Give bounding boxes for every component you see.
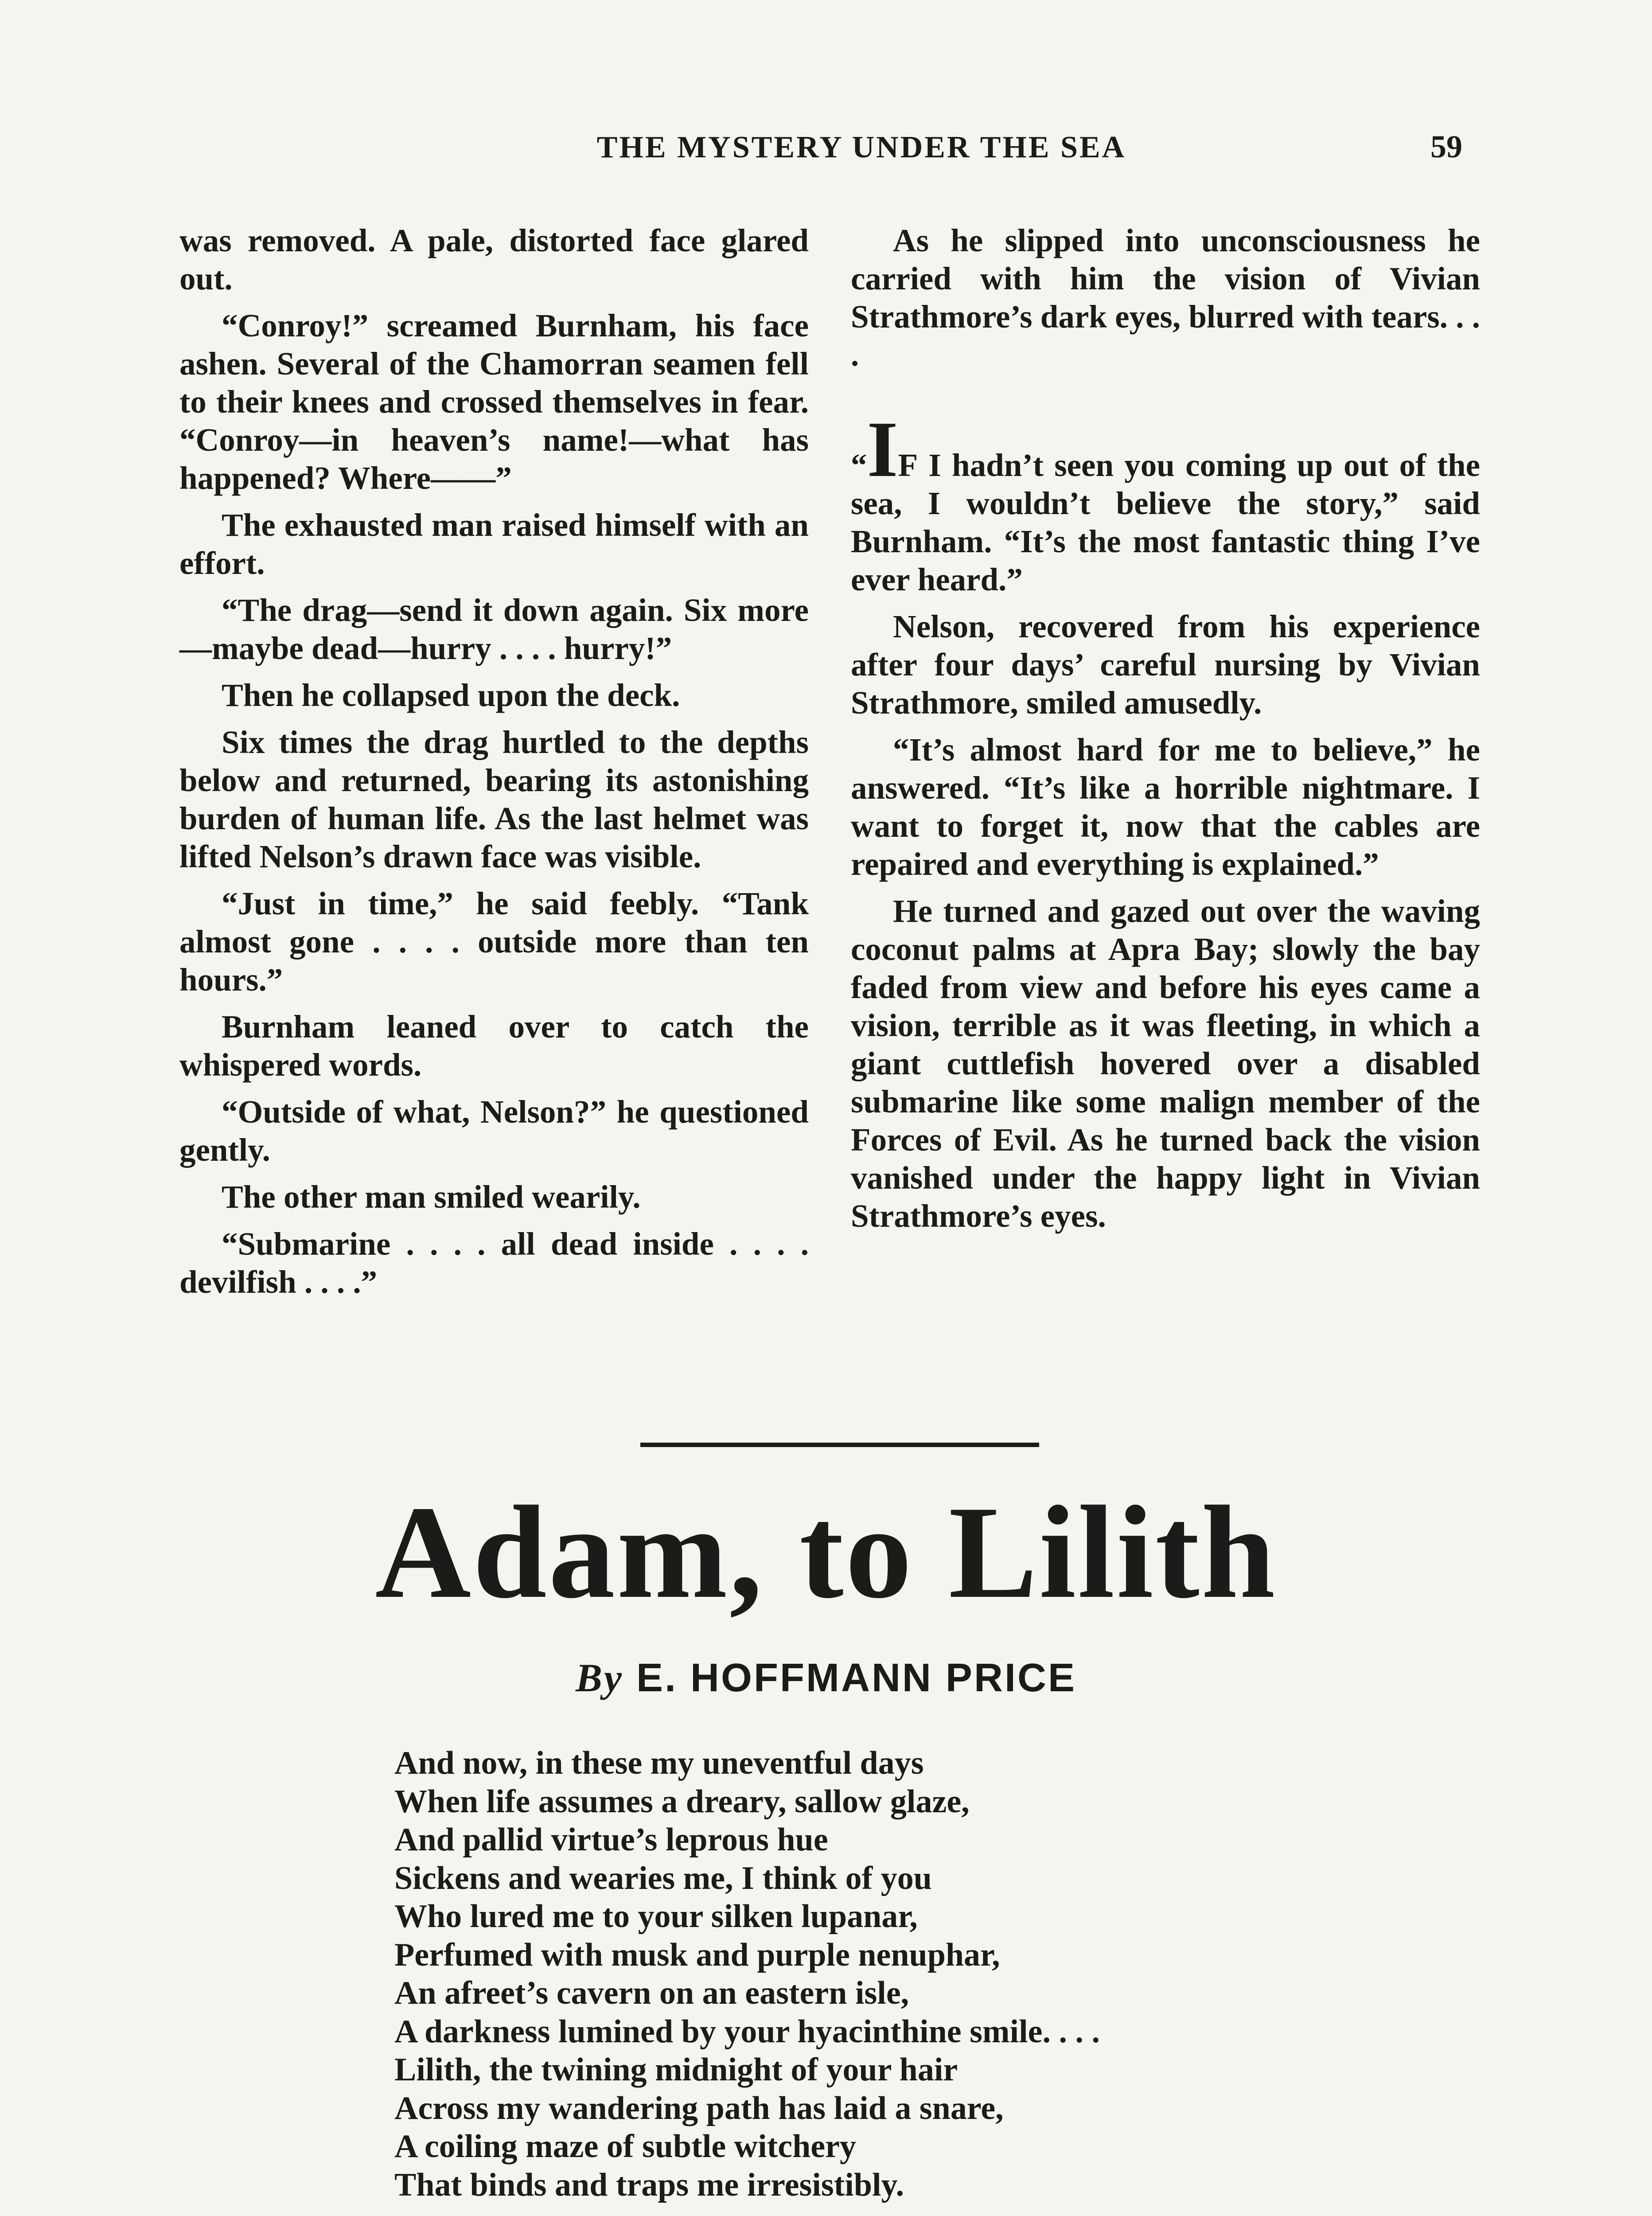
poem-line: Across my wandering path has laid a snare, bbox=[394, 2090, 1004, 2126]
paragraph-rest: I hadn’t seen you coming up out of the sea, I wouldn’t believe the story,” said Burnham. “It’s the most fantastic thing I’ve ever heard.” bbox=[851, 447, 1480, 597]
poem-line: And pallid virtue’s leprous hue bbox=[394, 1822, 828, 1858]
poem-title: Adam, to Lilith bbox=[375, 1479, 1277, 1626]
author-name: E. HOFFMANN PRICE bbox=[636, 1656, 1076, 1700]
right-column bbox=[851, 222, 1480, 1310]
byline bbox=[0, 1655, 1652, 1701]
paragraph: The exhausted man raised himself with an effort. bbox=[179, 507, 809, 581]
paragraph: Then he collapsed upon the deck. bbox=[222, 677, 680, 713]
poem-line: A coiling maze of subtle witchery bbox=[394, 2128, 856, 2165]
paragraph: Six times the drag hurtled to the depths below and returned, bearing its astonishing burden of human life. As the last helmet was lifted Nelson’s drawn face was visible. bbox=[179, 724, 809, 874]
paragraph: “Just in time,” he said feebly. “Tank almost gone . . . . outside more than ten hours.” bbox=[179, 886, 809, 998]
running-title: THE MYSTERY UNDER THE SEA bbox=[596, 130, 1126, 164]
poem-line: Lilith, the twining midnight of your hair bbox=[394, 2052, 958, 2088]
small-caps-text: F bbox=[898, 447, 918, 483]
byline-prefix: By bbox=[575, 1656, 623, 1700]
poem-line: A darkness lumined by your hyacinthine smile. . . . bbox=[394, 2013, 1100, 2050]
dropcap-paragraph bbox=[851, 405, 1480, 599]
poem-line: And now, in these my uneventful days bbox=[394, 1745, 924, 1781]
drop-cap-letter: I bbox=[867, 405, 898, 493]
section-divider bbox=[640, 1443, 1039, 1447]
poem-line: When life assumes a dreary, sallow glaze, bbox=[394, 1783, 970, 1820]
paragraph: was removed. A pale, distorted face glared out. bbox=[179, 222, 809, 297]
paragraph: As he slipped into unconsciousness he carried with him the vision of Vivian Strathmore’s dark eyes, blurred with tears. . . . bbox=[851, 222, 1480, 373]
paragraph: He turned and gazed out over the waving coconut palms at Apra Bay; slowly the bay faded from view and before his eyes came a vision, terrible as it was fleeting, in which a giant cuttlefish hovered over a disabled submarine like some malign member of the Forces of Evil. As he turned back the vision vanished under the happy light in Vivian Strathmore’s eyes. bbox=[851, 893, 1480, 1234]
paragraph: “Outside of what, Nelson?” he questioned gently. bbox=[179, 1094, 809, 1168]
paragraph: The other man smiled wearily. bbox=[222, 1179, 641, 1215]
paragraph: “It’s almost hard for me to believe,” he answered. “It’s like a horrible nightmare. I want to forget it, now that the cables are repaired and everything is explained.” bbox=[851, 732, 1480, 882]
paragraph: “The drag—send it down again. Six more—maybe dead—hurry . . . . hurry!” bbox=[179, 592, 809, 666]
story-columns bbox=[179, 222, 1480, 1310]
paragraph: Nelson, recovered from his experience after four days’ careful nursing by Vivian Strathmore, smiled amusedly. bbox=[851, 609, 1480, 721]
open-quote: “ bbox=[851, 447, 867, 483]
poem-line: Sickens and wearies me, I think of you bbox=[394, 1860, 932, 1896]
poem-line: That binds and traps me irresistibly. bbox=[394, 2166, 904, 2203]
poem-line: An afreet’s cavern on an eastern isle, bbox=[394, 1975, 909, 2011]
paragraph: “Submarine . . . . all dead inside . . . . devilfish . . . .” bbox=[179, 1226, 809, 1300]
paragraph: Burnham leaned over to catch the whispered words. bbox=[179, 1009, 809, 1083]
paragraph: “Conroy!” screamed Burnham, his face ashen. Several of the Chamorran seamen fell to their knees and crossed themselves in fear. “Conroy—in heaven’s name!—what has happened? Where——” bbox=[179, 308, 809, 496]
page-number: 59 bbox=[1430, 129, 1462, 164]
left-column bbox=[179, 222, 809, 1310]
poem-line: Perfumed with musk and purple nenuphar, bbox=[394, 1936, 1000, 1973]
poem-line: Who lured me to your silken lupanar, bbox=[394, 1898, 918, 1935]
poem-body bbox=[394, 1744, 1369, 2204]
running-head bbox=[177, 129, 1462, 165]
